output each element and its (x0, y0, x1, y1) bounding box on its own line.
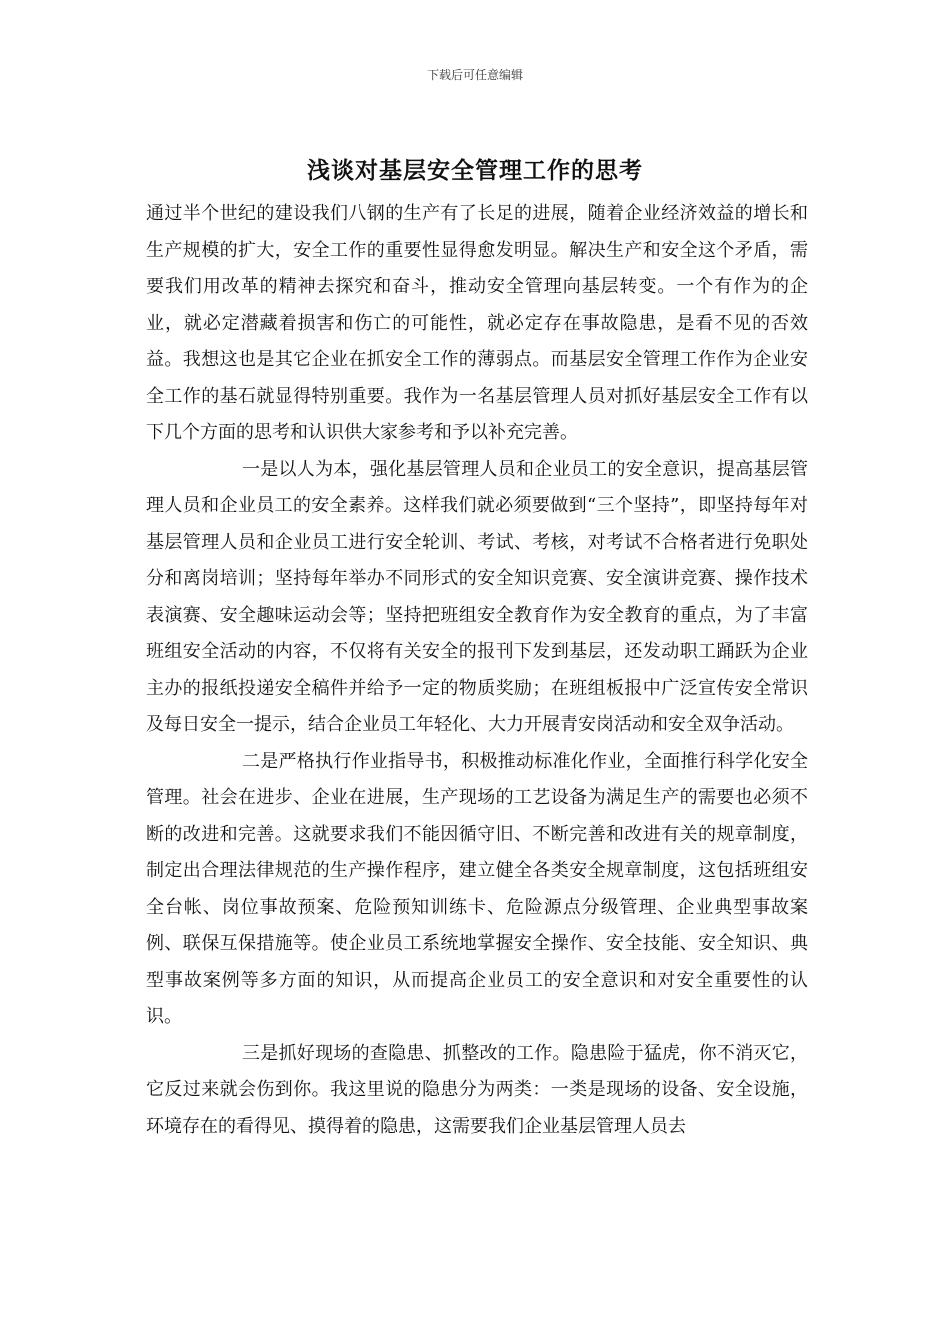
paragraph-intro: 通过半个世纪的建设我们八钢的生产有了长足的进展，随着企业经济效益的增长和生产规模的扩大，安全工作的重要性显得愈发明显。解决生产和安全这个矛盾，需要我们用改革的精神去探究和奋斗，推动安全管理向基层转变。一个有作为的企业，就必定潜藏着损害和伤亡的可能性，就必定存在事故隐患，是看不见的否效益。我想这也是其它企业在抓安全工作的薄弱点。而基层安全管理工作作为企业安全工作的基石就显得特别重要。我作为一名基层管理人员对抓好基层安全工作有以下几个方面的思考和认识供大家参考和予以补充完善。 (146, 203, 808, 443)
paragraph-point-three: 三是抓好现场的查隐患、抓整改的工作。隐患险于猛虎，你不消灭它，它反过来就会伤到你。我这里说的隐患分为两类：一类是现场的设备、安全设施，环境存在的看得见、摸得着的隐患，这需要我们企业基层管理人员去 (146, 1042, 808, 1137)
paragraph-point-one: 一是以人为本，强化基层管理人员和企业员工的安全意识，提高基层管理人员和企业员工的安全素养。这样我们就必须要做到“三个坚持”，即坚持每年对基层管理人员和企业员工进行安全轮训、考试、考核，对考试不合格者进行免职处分和离岗培训；坚持每年举办不同形式的安全知识竞赛、安全演讲竞赛、操作技术表演赛、安全趣味运动会等；坚持把班组安全教育作为安全教育的重点，为了丰富班组安全活动的内容，不仅将有关安全的报刊下发到基层，还发动职工踊跃为企业主办的报纸投递安全稿件并给予一定的物质奖励；在班组板报中广泛宣传安全常识及每日安全一提示，结合企业员工年轻化、大力开展青安岗活动和安全双争活动。 (146, 458, 808, 735)
paragraph-point-two: 二是严格执行作业指导书，积极推动标准化作业，全面推行科学化安全管理。社会在进步、企业在进展，生产现场的工艺设备为满足生产的需要也必须不断的改进和完善。这就要求我们不能因循守旧、不断完善和改进有关的规章制度，制定出合理法律规范的生产操作程序，建立健全各类安全规章制度，这包括班组安全台帐、岗位事故预案、危险预知训练卡、危险源点分级管理、企业典型事故案例、联保互保措施等。使企业员工系统地掌握安全操作、安全技能、安全知识、典型事故案例等多方面的知识，从而提高企业员工的安全意识和对安全重要性的认识。 (146, 750, 808, 1027)
document-title: 浅谈对基层安全管理工作的思考 (307, 157, 643, 184)
document-body (146, 196, 808, 1145)
header-note: 下载后可任意编辑 (426, 68, 523, 82)
